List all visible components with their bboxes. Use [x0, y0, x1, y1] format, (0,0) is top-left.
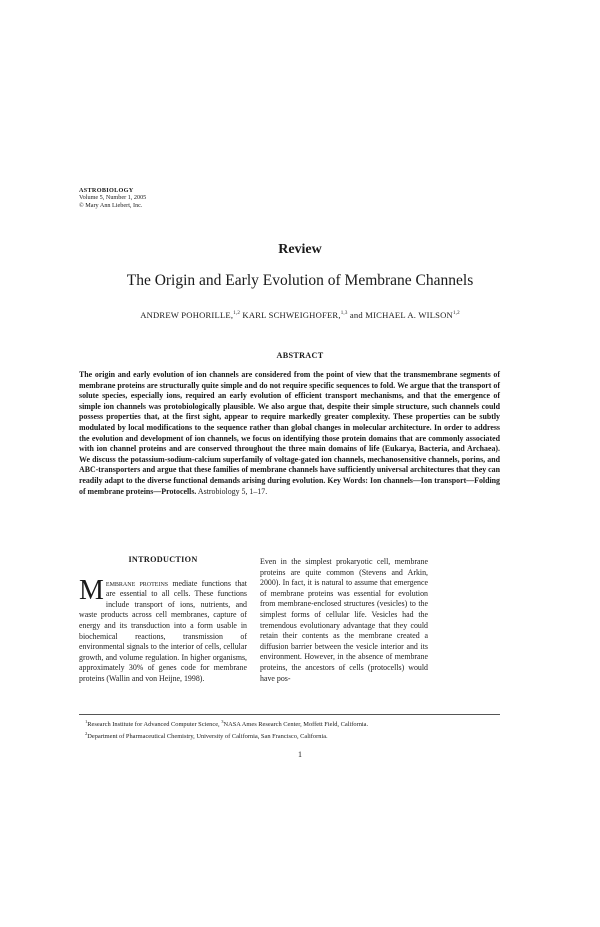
- page-number: 1: [298, 750, 302, 759]
- paper-title: The Origin and Early Evolution of Membrane Channels: [126, 272, 474, 289]
- author-1: ANDREW POHORILLE,: [140, 310, 234, 320]
- author-list: [0, 310, 600, 320]
- small-caps-lead: embrane proteins: [105, 578, 169, 588]
- abstract-text: The origin and early evolution of ion channels are considered from the point of view that the transmembrane segments of membrane proteins are structurally quite simple and do not require specific sequences to fold. We argue that the transport of solute species, especially ions, required an early evolution of efficient transport mechanisms, and that the emergence of simple ion channels was protobiologically plausible. We also argue that, despite their simple structure, such channels could possess properties that, at the first sight, appear to require markedly greater complexity. These properties can be subtly modulated by local modifications to the sequence rather than global changes in molecular architecture. In order to address the evolution and development of ion channels, we focus on identifying those protein domains that are commonly associated with ion channel proteins and are conserved throughout the three main domains of life (Eukarya, Bacteria, and Archaea). We discuss the potassium-sodium-calcium superfamily of voltage-gated ion channels, mechanosensitive channels, porins, and ABC-transporters and argue that these families of membrane channels have sufficiently universal architectures that they can readily adapt to the diverse functional demands arising during evolution. Key Words: Ion channels—Ion transport—Folding of membrane proteins—Protocells.: [79, 370, 500, 496]
- author-3-affiliation: 1,2: [452, 311, 460, 317]
- introduction-right-text: Even in the simplest prokaryotic cell, membrane proteins are quite common (Stevens and Arkin, 2000). In fact, it is natural to assume that emergence of membrane proteins was essential for evolution from membrane-enclosed structures (vesicles) to the simplest forms of cellular life. Vesicles had the tremendous evolutionary advantage that they could retain their contents as the membrane created a diffusion barrier between the vesicle interior and its environment. However, in the absence of membrane proteins, the ancestors of cells (protocells) would have pos-: [260, 557, 428, 683]
- journal-metadata: [79, 187, 146, 209]
- footnote-2: [85, 729, 368, 741]
- author-2: KARL SCHWEIGHOFER,: [240, 310, 341, 320]
- author-1-affiliation: 1,2: [233, 311, 241, 317]
- author-2-affiliation: 1,3: [340, 311, 348, 317]
- left-column: [79, 555, 247, 685]
- volume-info: Volume 5, Number 1, 2005: [79, 194, 147, 202]
- introduction-heading: INTRODUCTION: [128, 555, 198, 564]
- article-type: Review: [278, 242, 322, 257]
- footnote-1-text-b: NASA Ames Research Center, Moffett Field, California.: [223, 721, 369, 729]
- copyright-notice: © Mary Ann Liebert, Inc.: [79, 201, 143, 209]
- introduction-left-text: mediate functions that are essential to all cells. These functions include transport of ions, nutrients, and waste products across cell membranes, capture of energy and its transduction into a form usable in biochemical reactions, transmission of environmental signals to the interior of cells, cellular growth, and volume regulation. In higher organisms, approximately 30% of genes code for membrane proteins (Wallin and von Heijne, 1998).: [79, 578, 247, 683]
- abstract-citation: Astrobiology 5, 1–17.: [196, 486, 268, 496]
- journal-name: ASTROBIOLOGY: [79, 187, 134, 194]
- introduction-paragraph: [79, 574, 247, 685]
- abstract-heading: ABSTRACT: [276, 351, 324, 360]
- footnote-3-marker: 3: [221, 719, 224, 724]
- footnote-2-text: Department of Pharmaceutical Chemistry, University of California, San Francisco, California.: [87, 733, 328, 741]
- abstract-body: [79, 370, 500, 497]
- footnote-1-text-a: Research Institute for Advanced Computer Science,: [87, 721, 222, 729]
- footnote-rule: [79, 714, 500, 715]
- footnote-1-marker: 1: [85, 719, 88, 724]
- right-column: [260, 557, 428, 684]
- author-3: and MICHAEL A. WILSON: [347, 310, 453, 320]
- footnote-1: [85, 717, 368, 729]
- footnotes: [85, 717, 368, 741]
- footnote-2-marker: 2: [85, 731, 88, 737]
- drop-cap: M: [79, 574, 104, 606]
